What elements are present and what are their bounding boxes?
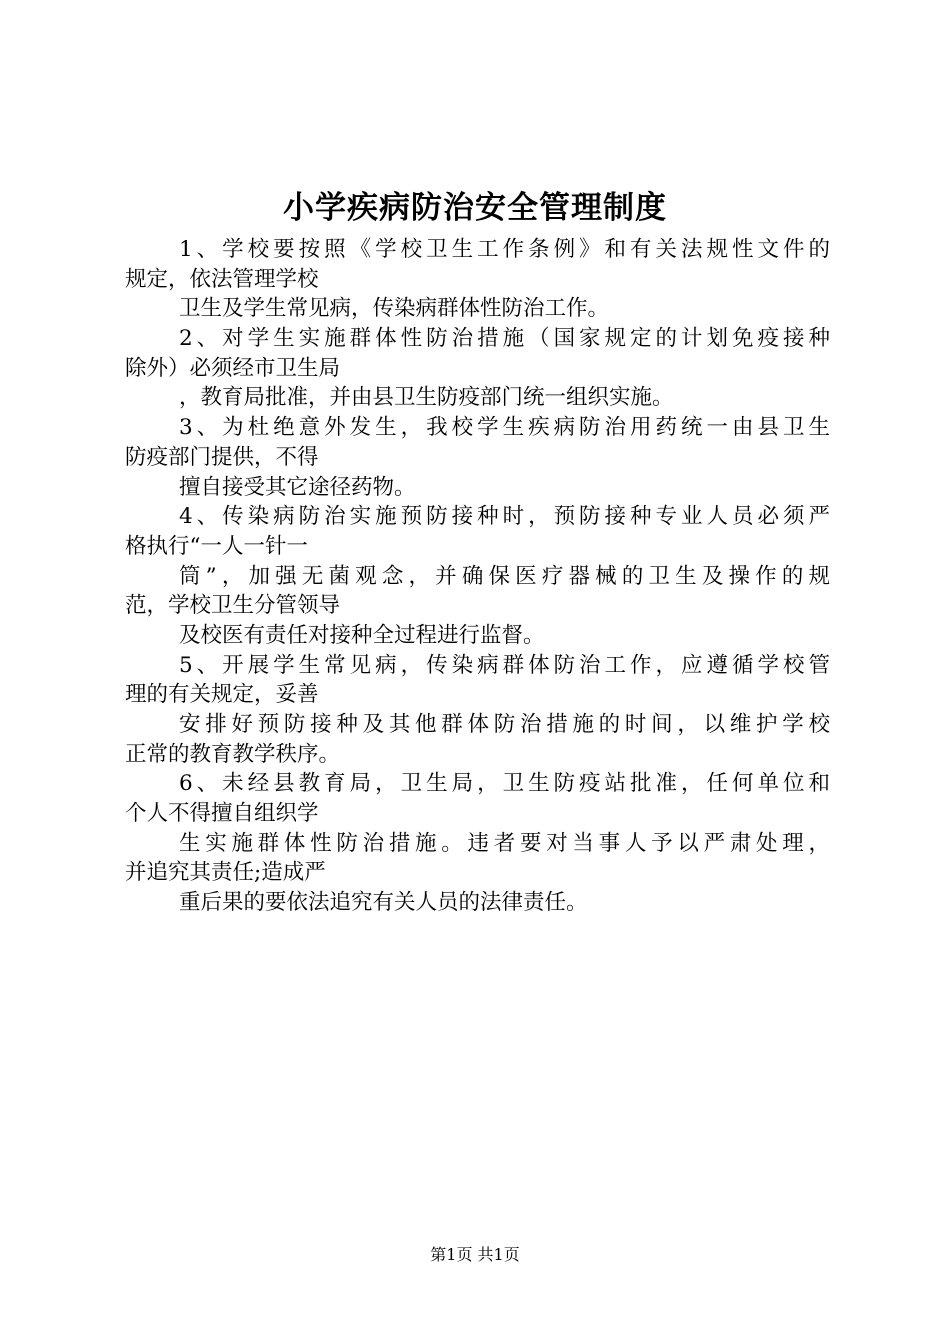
text-line: 2、对学生实施群体性防治措施（国家规定的计划免疫接种 (179, 326, 830, 352)
text-line: 理的有关规定，妥善 (125, 682, 319, 708)
text-line: 个人不得擅自组织学 (125, 801, 319, 827)
text-line: 筒”，加强无菌观念，并确保医疗器械的卫生及操作的规 (179, 563, 830, 589)
text-line: 并追究其责任;造成严 (125, 860, 326, 886)
text-line: 1、学校要按照《学校卫生工作条例》和有关法规性文件的 (179, 237, 830, 262)
text-line: 生实施群体性防治措施。违者要对当事人予以严肃处理， (179, 830, 830, 856)
text-line: 防疫部门提供，不得 (125, 444, 319, 470)
text-line: 6、未经县教育局，卫生局，卫生防疫站批准，任何单位和 (179, 771, 830, 797)
text-line: 除外）必须经市卫生局 (125, 355, 341, 381)
text-line: 范，学校卫生分管领导 (125, 593, 341, 619)
text-line: 及校医有责任对接种全过程进行监督。 (179, 622, 545, 648)
text-line: 重后果的要依法追究有关人员的法律责任。 (179, 890, 588, 916)
text-line: 4、传染病防治实施预防接种时，预防接种专业人员必须严 (179, 504, 830, 530)
text-line: ，教育局批准，并由县卫生防疫部门统一组织实施。 (179, 385, 674, 411)
text-line: 卫生及学生常见病，传染病群体性防治工作。 (179, 296, 610, 322)
text-line: 3、为杜绝意外发生，我校学生疾病防治用药统一由县卫生 (179, 415, 830, 441)
text-line: 格执行“一人一针一 (125, 533, 308, 559)
document-title: 小学疾病防治安全管理制度 (283, 190, 667, 226)
text-line: 5、开展学生常见病，传染病群体防治工作，应遵循学校管 (179, 652, 830, 678)
text-line: 擅自接受其它途径药物。 (179, 474, 416, 500)
text-line: 规定，依法管理学校 (125, 266, 319, 292)
page-footer: 第1页 共1页 (430, 1245, 520, 1264)
document-body (125, 235, 830, 918)
text-line: 安排好预防接种及其他群体防治措施的时间，以维护学校 (179, 712, 830, 737)
text-line: 正常的教育教学秩序。 (125, 741, 341, 767)
